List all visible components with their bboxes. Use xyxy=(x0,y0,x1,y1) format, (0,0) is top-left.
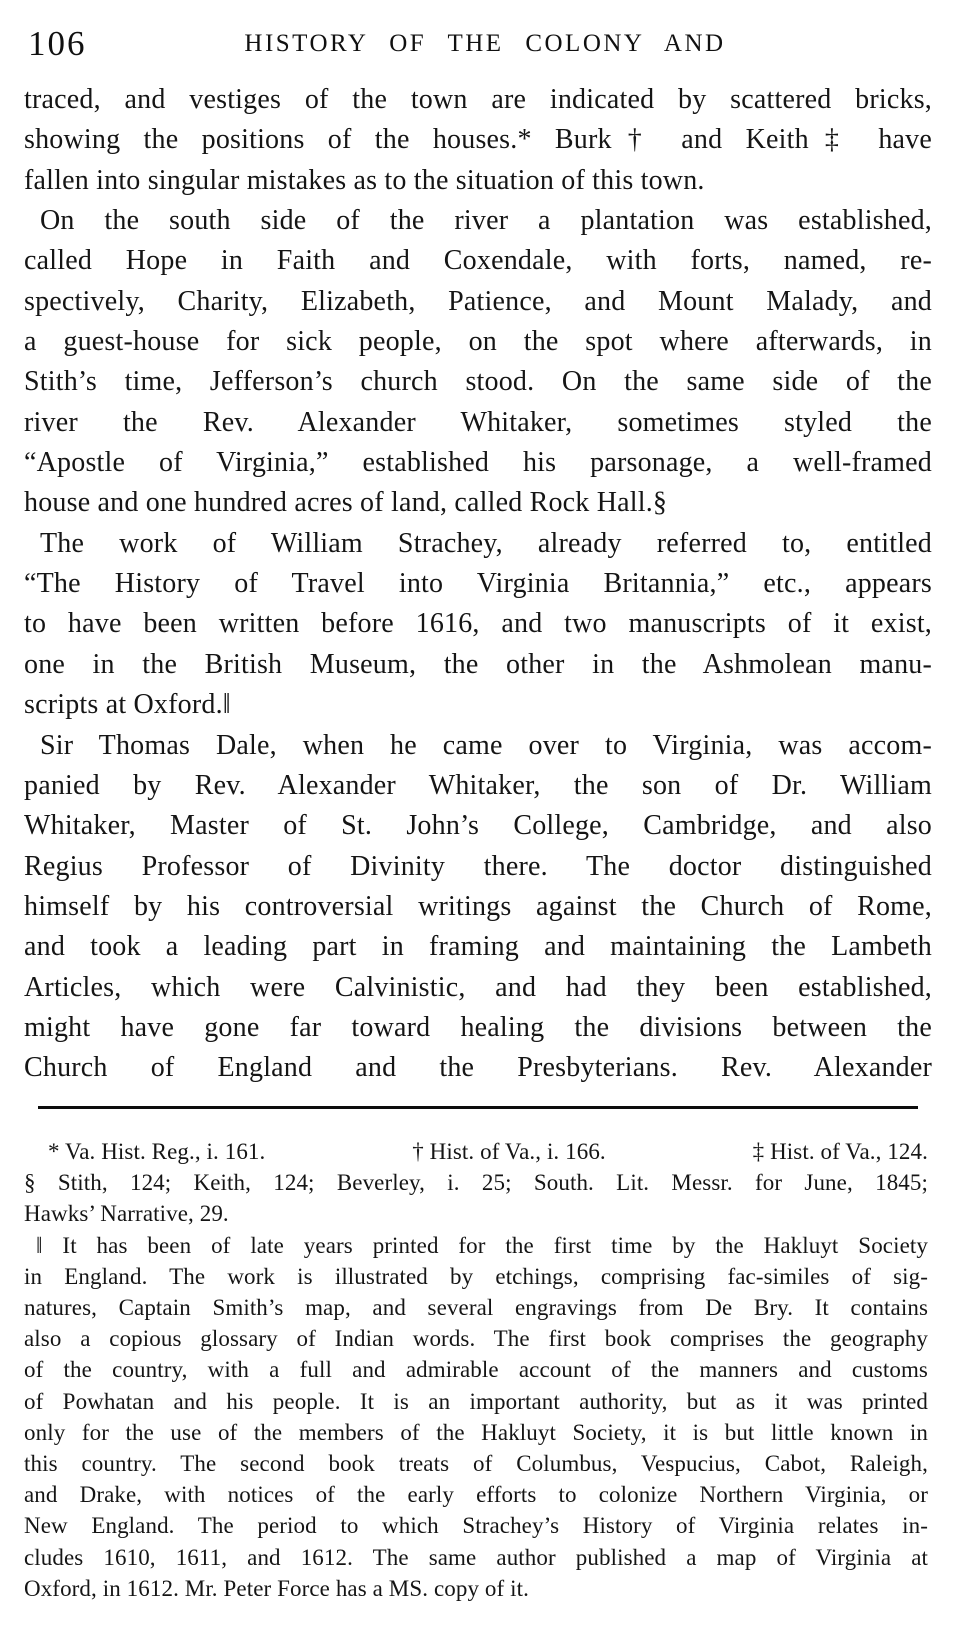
footnote-citation-segment: ‡ Hist. of Va., 124. xyxy=(752,1139,928,1164)
body-line: traced, and vestiges of the town are indicated by scattered bricks, xyxy=(24,84,932,115)
page-header xyxy=(0,24,970,64)
footnote-line: in England. The work is illustrated by etchings, comprising fac-similes of sig- xyxy=(24,1263,928,1289)
footnote-line: natures, Captain Smith’s map, and several engravings from De Bry. It contains xyxy=(24,1295,928,1321)
body-line: a guest-house for sick people, on the spot where afterwards, in xyxy=(24,326,932,358)
body-line: himself by his controversial writings against the Church of Rome, xyxy=(24,890,932,922)
body-line: Stith’s time, Jefferson’s church stood. On the same side of the xyxy=(24,366,932,398)
body-line: “Apostle of Virginia,” established his parsonage, a well-framed xyxy=(24,447,932,479)
footnote-line: Hawks’ Narrative, 29. xyxy=(24,1201,229,1227)
body-line: On the south side of the river a plantation was established, xyxy=(40,205,932,237)
footnote-note xyxy=(24,1230,928,1604)
footnote-rule xyxy=(38,1106,918,1109)
body-line: house and one hundred acres of land, called Rock Hall.§ xyxy=(24,487,668,519)
body-line: The work of William Strachey, already referred to, entitled xyxy=(40,527,932,559)
running-head: HISTORY OF THE COLONY AND xyxy=(244,30,726,57)
body-line: river the Rev. Alexander Whitaker, sometimes styled the xyxy=(24,406,932,438)
footnote-line xyxy=(24,1136,928,1167)
body-line: Church of England and the Presbyterians. Rev. Alexander xyxy=(24,1052,932,1084)
body-line: fallen into singular mistakes as to the situation of this town. xyxy=(24,164,705,196)
footnote-line: also a copious glossary of Indian words. The first book comprises the geography xyxy=(24,1326,928,1352)
footnote-line: cludes 1610, 1611, and 1612. The same author published a map of Virginia at xyxy=(24,1544,928,1570)
footnote-line: and Drake, with notices of the early efforts to colonize Northern Virginia, or xyxy=(24,1482,928,1508)
body-line: Whitaker, Master of St. John’s College, Cambridge, and also xyxy=(24,810,932,842)
footnotes-section xyxy=(24,1136,928,1604)
footnote-line: only for the use of the members of the Hakluyt Society, it is but little known in xyxy=(24,1419,928,1445)
footnote-citations xyxy=(24,1136,928,1230)
paragraph xyxy=(24,80,932,201)
body-line: showing the positions of the houses.* Burk† and Keith‡ have xyxy=(24,124,932,156)
body-line: to have been written before 1616, and two manuscripts of it exist, xyxy=(24,608,932,640)
footnote-line: of Powhatan and his people. It is an important authority, but as it was printed xyxy=(24,1388,928,1414)
footnote-citation-segment: * Va. Hist. Reg., i. 161. xyxy=(48,1139,266,1164)
body-text xyxy=(24,80,932,1089)
footnote-line: New England. The period to which Strachey’s History of Virginia relates in- xyxy=(24,1513,928,1539)
body-line: scripts at Oxford.‖ xyxy=(24,689,231,721)
paragraph xyxy=(24,201,932,524)
paragraph xyxy=(24,524,932,726)
body-line: Sir Thomas Dale, when he came over to Virginia, was accom- xyxy=(40,729,932,761)
footnote-line: Oxford, in 1612. Mr. Peter Force has a MS. copy of it. xyxy=(24,1575,529,1601)
footnote-line: this country. The second book treats of Columbus, Vespucius, Cabot, Raleigh, xyxy=(24,1451,928,1477)
page-number: 106 xyxy=(28,24,87,63)
footnote-line: of the country, with a full and admirable account of the manners and customs xyxy=(24,1357,928,1383)
body-line: might have gone far toward healing the divisions between the xyxy=(24,1011,932,1043)
body-line: one in the British Museum, the other in the Ashmolean manu- xyxy=(24,648,932,680)
body-line: spectively, Charity, Elizabeth, Patience, and Mount Malady, and xyxy=(24,285,932,317)
body-line: “The History of Travel into Virginia Britannia,” etc., appears xyxy=(24,568,932,600)
paragraph xyxy=(24,726,932,1089)
footnote-line: ‖ It has been of late years printed for the first time by the Hakluyt Society xyxy=(36,1232,928,1258)
body-line: and took a leading part in framing and maintaining the Lambeth xyxy=(24,931,932,963)
body-line: Regius Professor of Divinity there. The doctor distinguished xyxy=(24,850,932,882)
body-line: Articles, which were Calvinistic, and had they been established, xyxy=(24,971,932,1003)
footnote-citation-segment: † Hist. of Va., i. 166. xyxy=(412,1139,606,1164)
footnote-line: § Stith, 124; Keith, 124; Beverley, i. 25; South. Lit. Messr. for June, 1845; xyxy=(24,1170,928,1196)
body-line: called Hope in Faith and Coxendale, with forts, named, re- xyxy=(24,245,932,277)
body-line: panied by Rev. Alexander Whitaker, the son of Dr. William xyxy=(24,769,932,801)
